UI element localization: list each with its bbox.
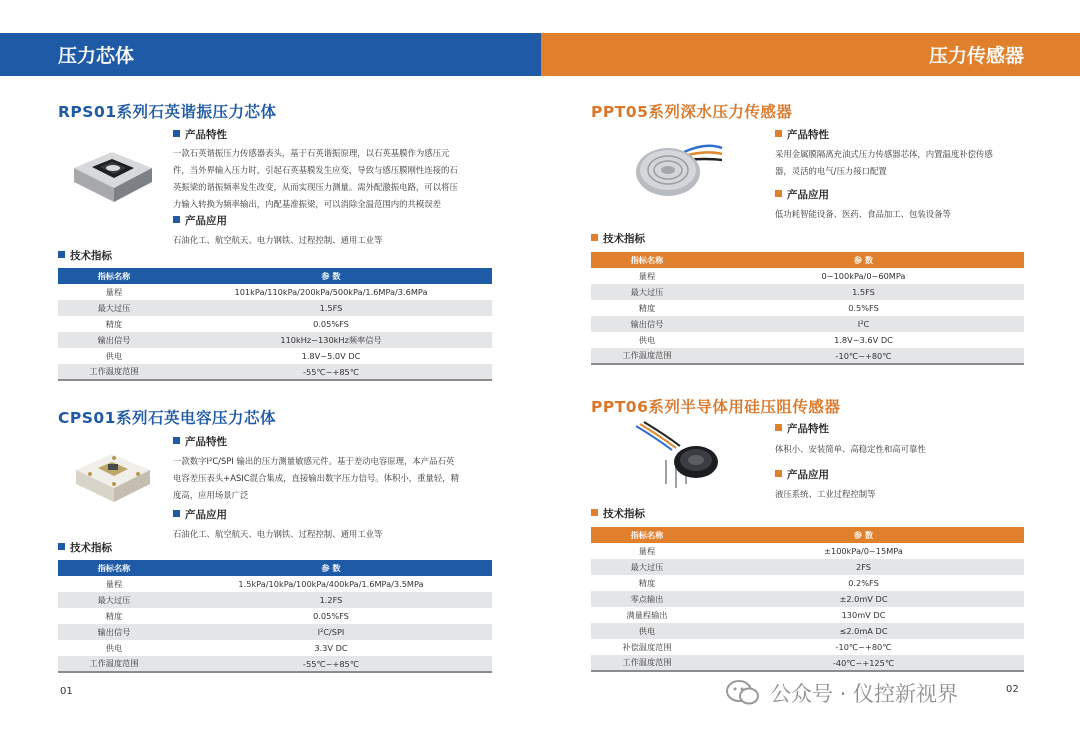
table-row: 零点输出 ±2.0mV DC: [591, 591, 1024, 607]
table-row: 量程 ±100kPa/0~15MPa: [638, 545, 903, 556]
ppt05-spec-table: 指标名称 参 数 量程 0~100kPa/0~60MPa 最大过压 1.5FS 精度 0.5%FS 输出信号 I²C 供电 1.8V~3.6V DC 工作温度范围 -10℃~+80℃: [591, 252, 1024, 365]
table-row: 补偿温度范围 -10℃~+80℃: [622, 641, 892, 652]
right-section-title: 压力传感器: [928, 45, 1024, 67]
rps01-features-text: 一款石英谐振压力传感器表头，基于石英谐振原理，以石英基膜作为感压元 件，当外界输入压力时，引起石英基膜发生应变，导致与感压膜刚性连接的石 英振梁的谐振频率发生改变，从而实现压力测量。需外配激振电路，可以将压 力输入转换为频率输出，内配基准振梁，可以消除全温范围内的共模误差: [173, 148, 458, 209]
ppt05-specs-heading: 技术指标: [591, 231, 645, 246]
table-row: 供电 ≤2.0mA DC: [591, 623, 1024, 639]
ppt06-title: PPT06系列半导体用硅压阻传感器: [591, 398, 841, 416]
table-row: 量程 0~100kPa/0~60MPa: [638, 270, 906, 281]
page-number-left: 01: [60, 686, 73, 697]
table-row: 工作温度范围 -10℃~+80℃: [591, 348, 1024, 364]
ppt06-spec-table: 指标名称 参 数 量程 ±100kPa/0~15MPa 最大过压 2FS 精度 0.2%FS 零点输出 ±2.0mV DC 满量程输出 130mV DC 供电 ≤2.0mA DC 补偿温度范围 -10℃~+80℃ 工作温度范围 -40℃~+125℃: [591, 527, 1024, 672]
ppt05-features-heading: 产品特性: [775, 127, 829, 142]
right-section-header: [541, 33, 1080, 76]
table-row: 最大过压 2FS: [591, 559, 1024, 575]
table-row: 量程 101kPa/110kPa/200kPa/500kPa/1.6MPa/3.6MPa: [105, 286, 428, 297]
rps01-specs-heading: 技术指标: [58, 248, 112, 263]
ppt05-applications-heading: 产品应用: [775, 187, 829, 202]
table-row: 工作温度范围 -55℃~+85℃: [58, 656, 492, 672]
watermark-text: 公众号 · 仪控新视界: [770, 682, 959, 706]
cps01-applications-text: 石油化工、航空航天、电力钢铁、过程控制、通用工业等: [173, 529, 383, 539]
ppt05-applications-text: 低功耗智能设备、医药、食品加工、包装设备等: [775, 209, 951, 219]
ppt06-features-text: 体积小、安装简单、高稳定性和高可靠性: [775, 444, 926, 454]
table-row: 输出信号 I²C: [591, 316, 1024, 332]
cps01-applications-heading: 产品应用: [173, 507, 227, 522]
ppt05-features-text: 采用金属膜隔离充油式压力传感器芯体，内置温度补偿传感 器，灵活的电气/压力接口配置: [775, 149, 993, 176]
ppt06-specs-heading: 技术指标: [591, 506, 645, 521]
ppt06-features-heading: 产品特性: [775, 421, 829, 436]
table-row: 供电 3.3V DC: [105, 642, 348, 653]
table-row: 工作温度范围 -40℃~+125℃: [591, 655, 1024, 671]
rps01-product-image: [62, 132, 162, 212]
table-row: 满量程输出 130mV DC: [626, 609, 886, 620]
table-row: 量程 1.5kPa/10kPa/100kPa/400kPa/1.6MPa/3.5MPa: [105, 578, 424, 589]
rps01-applications-heading: 产品应用: [173, 213, 227, 228]
cps01-product-image: [68, 436, 158, 516]
table-row: 工作温度范围 -55℃~+85℃: [58, 364, 492, 380]
watermark: [726, 678, 958, 708]
table-row: 最大过压 1.5FS: [58, 300, 492, 316]
cps01-title: CPS01系列石英电容压力芯体: [58, 409, 276, 427]
cps01-features-text: 一款数字I²C/SPI 输出的压力测量敏感元件。基于差动电容原理，本产品石英 电容差压表头+ASIC混合集成，直接输出数字压力信号。体积小，重量轻，精 度高，应用场景广泛: [173, 456, 460, 500]
ppt05-product-image: [626, 132, 726, 200]
cps01-specs-heading: 技术指标: [58, 540, 112, 555]
table-row: 精度 0.05%FS: [105, 610, 349, 621]
left-section-header: [0, 33, 541, 76]
cps01-spec-table: 指标名称 参 数 量程 1.5kPa/10kPa/100kPa/400kPa/1.6MPa/3.5MPa 最大过压 1.2FS 精度 0.05%FS 输出信号 I²C/SPI 供电 3.3V DC 工作温度范围 -55℃~+85℃: [58, 560, 492, 673]
table-row: 精度 0.2%FS: [638, 577, 879, 588]
table-row: 最大过压 1.2FS: [58, 592, 492, 608]
table-row: 供电 1.8V~3.6V DC: [638, 334, 893, 345]
wechat-icon: [726, 679, 760, 707]
rps01-features-heading: 产品特性: [173, 127, 227, 142]
ppt05-title: PPT05系列深水压力传感器: [591, 103, 793, 121]
table-row: 最大过压 1.5FS: [591, 284, 1024, 300]
table-row: 精度 0.5%FS: [638, 302, 879, 313]
table-row: 精度 0.05%FS: [105, 318, 349, 329]
left-section-title: 压力芯体: [58, 45, 135, 67]
table-row: 输出信号 I²C/SPI: [58, 624, 492, 640]
ppt06-applications-heading: 产品应用: [775, 467, 829, 482]
rps01-spec-table: 指标名称 参 数 量程 101kPa/110kPa/200kPa/500kPa/1.6MPa/3.6MPa 最大过压 1.5FS 精度 0.05%FS 输出信号 110kHz~130kHz频率信号 供电 1.8V~5.0V DC 工作温度范围 -55℃~+85℃: [58, 268, 492, 381]
cps01-features-heading: 产品特性: [173, 434, 227, 449]
ppt06-applications-text: 液压系统、工业过程控制等: [775, 489, 876, 499]
ppt06-product-image: [626, 420, 726, 498]
rps01-title: RPS01系列石英谐振压力芯体: [58, 103, 277, 121]
rps01-applications-text: 石油化工、航空航天、电力钢铁、过程控制、通用工业等: [173, 235, 383, 245]
table-row: 供电 1.8V~5.0V DC: [105, 350, 361, 361]
page-number-right: 02: [1006, 684, 1019, 695]
table-row: 输出信号 110kHz~130kHz频率信号: [58, 332, 492, 348]
